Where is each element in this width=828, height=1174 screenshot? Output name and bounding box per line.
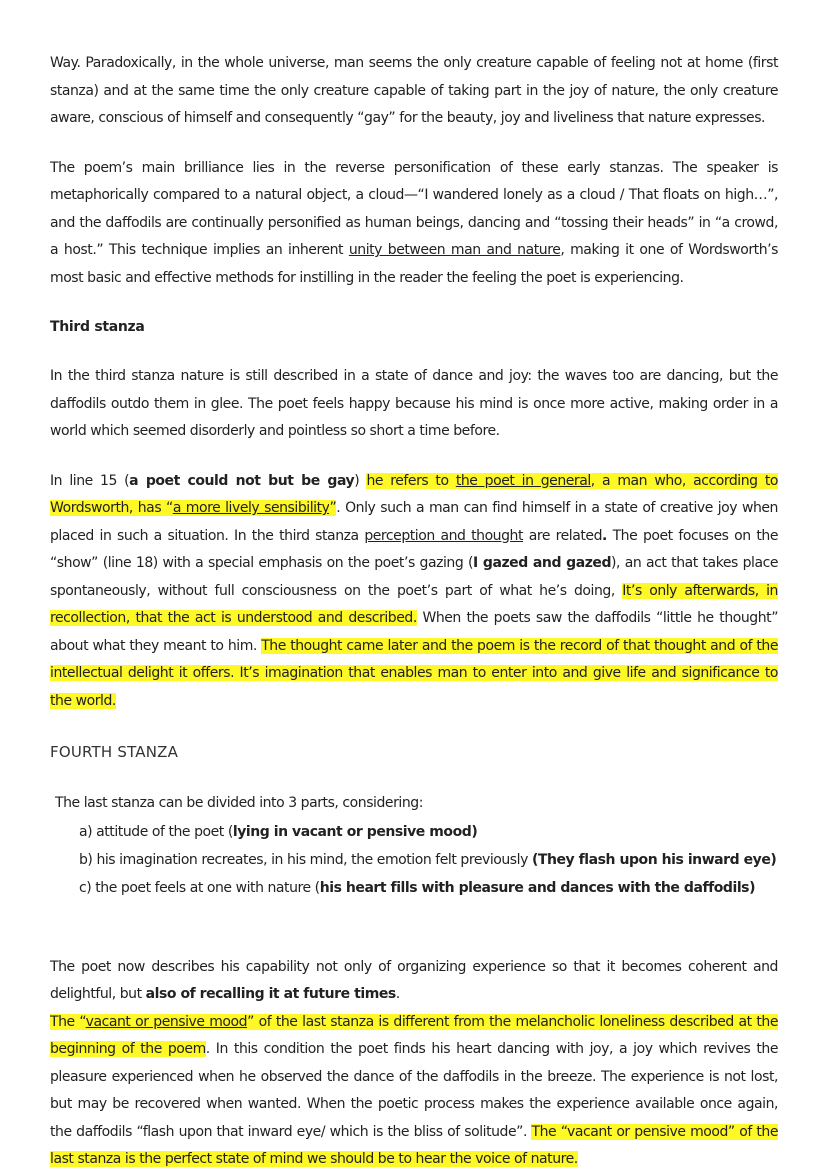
underlined-phrase: unity between man and nature — [348, 242, 561, 258]
highlighted-text: The “vacant or pensive mood” of the last stanza is the perfect state of mind we should be to hear the voice of nature. — [50, 1123, 778, 1167]
highlighted-underlined-phrase: a more lively sensibility — [172, 500, 330, 516]
list-intro — [50, 790, 778, 818]
list-item-text: c) the poet feels at one with nature ( — [79, 879, 320, 896]
paragraph-text: are related — [523, 527, 603, 544]
underlined-phrase: perception and thought — [364, 527, 524, 544]
paragraph-text: In line 15 ( — [50, 472, 130, 489]
heading-fourth-stanza: FOURTH STANZA — [50, 743, 179, 761]
paragraph-text: ), an act that takes place spontaneously, without full consciousness on the poet’s part of what he’s doing, — [50, 555, 778, 599]
paragraph-recalling — [50, 954, 778, 1009]
list-item — [79, 846, 778, 874]
paragraph-text: The poem’s main brilliance lies in the reverse personification of these early stanzas. The speaker is metaphorically compared to a natural object, a cloud—“I wandered lonely as a cloud / That floats on high…”, and the daffodils are continually personified as human beings, dancing and “tossing their heads” in “a crowd, a host.” This technique implies an inherent — [50, 159, 778, 258]
highlighted-underlined-phrase: the poet in general — [455, 472, 591, 489]
paragraph-text: . — [395, 986, 400, 1002]
list-item — [79, 874, 778, 902]
list-item — [79, 818, 778, 846]
paragraph-text: In the third stanza nature is still described in a state of dance and joy: the waves too are dancing, but the daffodils outdo them in glee. The poet feels happy because his mind is once more active, making order in a world which seemed disorderly and pointless so short a time before. — [50, 368, 778, 439]
paragraph-text: The poet focuses on the “show” (line 18) with a special emphasis on the poet’s gazing ( — [50, 527, 778, 571]
paragraph-personification — [50, 155, 778, 293]
paragraph-text: . Only such a man can find himself in a state of creative joy when placed in such a situation. In the third stanza — [50, 500, 778, 544]
bold-phrase: also of recalling it at future times — [145, 986, 396, 1002]
highlighted-text: , a man who, according to Wordsworth, has “ — [50, 472, 778, 516]
paragraph-text: , making it one of Wordsworth’s most basic and effective methods for instilling in the reader the feeling the poet is experiencing. — [50, 242, 778, 286]
paragraph-text: When the poets saw the daffodils “little he thought” about what they meant to him. — [50, 610, 778, 654]
paragraph-text: . In this condition the poet finds his heart dancing with joy, a joy which revives the pleasure experienced when he observed the dance of the daffodils in the breeze. The experience is not lost, but may be recovered when wanted. When the poetic process makes the experience available once again, the daffodils “flash upon that inward eye/ which is the bliss of solitude”. — [50, 1041, 778, 1140]
paragraph-third-stanza — [50, 363, 778, 446]
highlighted-text: The “ — [50, 1013, 86, 1030]
document-page — [50, 50, 778, 1174]
list-item-text: a) attitude of the poet ( — [79, 823, 233, 840]
bold-quote: I gazed and gazed — [473, 555, 612, 571]
bold-quote: a poet could not but be gay — [129, 472, 355, 489]
paragraph-text: The poet now describes his capability not only of organizing experience so that it becomes coherent and delightful, but — [50, 958, 778, 1002]
paragraph-line-15 — [50, 468, 778, 716]
paragraph-text: Way. Paradoxically, in the whole universe, man seems the only creature capable of feeling not at home (first stanza) and at the same time the only creature capable of taking part in the joy of nature, the only creature aware, conscious of himself and consequently “gay” for the beauty, joy and liveliness that nature expresses. — [50, 55, 778, 126]
list-item-bold: (They flash upon his inward eye) — [531, 851, 777, 868]
list-item-bold: lying in vacant or pensive mood) — [232, 823, 478, 840]
paragraph-intro-continuation — [50, 50, 778, 133]
stanza-parts-list — [50, 818, 778, 902]
highlighted-text: It’s only afterwards, in recollection, that the act is understood and described. — [50, 582, 778, 626]
highlighted-text: ” — [329, 500, 337, 516]
list-item-text: b) his imagination recreates, in his mind, the emotion felt previously — [79, 851, 532, 868]
highlighted-text: The thought came later and the poem is the record of that thought and of the intellectual delight it offers. It’s imagination that enables man to enter into and give life and significance to the world. — [50, 637, 778, 709]
highlighted-text: he refers to — [366, 472, 456, 489]
paragraph-text: The last stanza can be divided into 3 parts, considering: — [55, 795, 423, 811]
highlighted-text: ” of the last stanza is different from the melancholic loneliness described at the beginning of the poem — [50, 1013, 778, 1057]
list-item-bold: his heart fills with pleasure and dances with the daffodils) — [319, 879, 756, 896]
bold-period: . — [602, 527, 607, 544]
paragraph-vacant-mood — [50, 1009, 778, 1174]
paragraph-text: ) — [354, 472, 367, 489]
highlighted-underlined-phrase: vacant or pensive mood — [85, 1013, 248, 1030]
heading-third-stanza: Third stanza — [50, 319, 145, 335]
